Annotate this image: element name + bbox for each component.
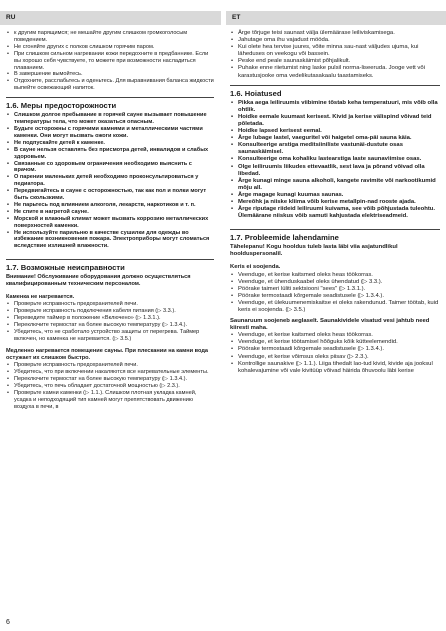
list-item: • При слишком сильном нагревании кожи передохните в предбаннике. Если вы хорошо себя чувствуете, то можете при возможности насладиться плаванием. <box>6 51 214 72</box>
list-item: • Pöörake taimeri lüliti sektsiooni "sees" (▷ 1.3.1.). <box>230 286 440 293</box>
section-heading: 1.7. Возможные неисправности <box>6 263 125 273</box>
list-item: • Pöörake termostaadi kõrgemale seadistusele (▷ 1.3.4.). <box>230 346 440 353</box>
list-item: • Pikka aega leiliruumis viibimine tõstab keha temperatuuri, mis võib olla ohtlik. <box>230 100 440 114</box>
russian-column <box>6 30 214 411</box>
list-item: • Переключите термостат на более высокую температуру (▷ 1.3.4.). <box>6 376 214 383</box>
section-heading: 1.7. Probleemide lahendamine <box>230 233 339 243</box>
list-item: • О парении маленьких детей необходимо проконсультироваться у педиатора. <box>6 174 214 188</box>
estonian-column <box>230 30 440 375</box>
section-divider <box>6 97 214 98</box>
list-item: • Связанные со здоровьем ограничения необходимо выяснить с врачом. <box>6 161 214 175</box>
list-item: • Pöörake termostaadi kõrgemale seadistusele (▷ 1.3.4.). <box>230 293 440 300</box>
list-item: • Передвигайтесь в сауне с осторожностью, так как пол и полки могут быть скользкими. <box>6 188 214 202</box>
list-item: • Не используйте парильню в качестве сушилки для одежды во избежание возникновения пожара. Электроприборы могут сломаться вследствие излишней влажности. <box>6 230 214 251</box>
section-divider <box>6 259 214 260</box>
list-item: • Veenduge, et ühenduskaabel oleks ühendatud (▷ 3.3.). <box>230 279 440 286</box>
list-item: • Убедитесь, что не сработало устройство защиты от перегрева. Таймер включен, но каменка не нагревается. (▷ 3.5.) <box>6 329 214 343</box>
list-item: • Ärge magage kunagi kuumas saunas. <box>230 192 440 199</box>
list-item: • Veenduge, et ülekuumenemiskaitse ei oleks rakendunud. Taimer töötab, kuid keris ei soojenda. (▷ 3.5.) <box>230 300 440 314</box>
list-item: • Ärge kunagi minge sauna alkoholi, kangete ravimite või narkootikumid mõju all. <box>230 178 440 192</box>
ru-slow-checklist <box>6 362 214 410</box>
list-item: • Проверьте исправность подключения кабеля питания (▷ 3.3.). <box>6 308 214 315</box>
list-item: • Veenduge, et kerise kaitsmed oleks heas töökorras. <box>230 272 440 279</box>
list-item: • Puhake enne riietumist ning laske pulsil norma-liseeruda. Jooge vett või karastusjooke oma vedelikutasakaalu taastamiseks. <box>230 65 440 79</box>
ru-precautions-list <box>6 112 214 250</box>
ru-intro-list <box>6 30 214 92</box>
list-item: • к другим парящимся; не мешайте другим слишком громкоголосым поведением. <box>6 30 214 44</box>
notice-paragraph: Tähelepanu! Kogu hooldus tuleb lasta läbi viia asjatundlikul hoolduspersonalil. <box>230 244 398 258</box>
problem-title: Keris ei soojenda. <box>230 264 281 271</box>
list-item: • Jahutage oma ihu vajadust mööda. <box>230 37 440 44</box>
list-item: • Морской и влажный климат может вызвать коррозию металлических поверхностей каменки. <box>6 216 214 230</box>
list-item: • Не сгоняйте других с полков слишком горячим паром. <box>6 44 214 51</box>
list-item: • Mereõhk ja niiske kliima võib kerise metallpin-nad rooste ajada. <box>230 199 440 206</box>
list-item: • Hoidke lapsed kerisest eemal. <box>230 128 440 135</box>
list-item: • Отдохните, расслабьтесь и оденьтесь. Для выравнивания баланса жидкости выпейте освежающий напиток. <box>6 78 214 92</box>
ru-cold-checklist <box>6 301 214 342</box>
list-item: • Переведите таймер в положение «Включено» (▷ 1.3.1.). <box>6 315 214 322</box>
list-item: • Ärge tõrjuge teisi saunast välja ülemäärase leiliviskamisega. <box>230 30 440 37</box>
list-item: • Veenduge, et kerise võimsus oleks piisav (▷ 2.3.). <box>230 354 440 361</box>
et-slow-checklist <box>230 332 440 375</box>
et-intro-list <box>230 30 440 80</box>
list-item: • Kui olete hea tervise juures, võite minna sau-nast väljudes ujuma, kui läheduses on veekogu või bassein. <box>230 44 440 58</box>
list-item: • Не парьтесь под влиянием алкоголя, лекарств, наркотиков и т. п. <box>6 202 214 209</box>
list-item: • Veenduge, et kerise töötamisel hõõguks kõik küttеelemendid. <box>230 339 440 346</box>
list-item: • Olge leiliruumis liikudes ettevaatlik, sest lava ja põrand võivad olla libedad. <box>230 164 440 178</box>
page-number: 6 <box>6 619 10 626</box>
list-item: • Konsulteerige arstiga meditsiiniliste vastunäi-dustute osas saunaskäimisel. <box>230 142 440 156</box>
list-item: • Peske end peale saunaskäimist põhjalikult. <box>230 58 440 65</box>
list-item: • Не спите в нагретой сауне. <box>6 209 214 216</box>
section-heading: 1.6. Меры предосторожности <box>6 101 117 111</box>
list-item: • Проверьте камни каменки (▷ 1.1.). Слишком плотная укладка камней, усадка и неподходящий тип камней могут препятствовать движению воздуха в печи, в <box>6 390 214 411</box>
language-tab-et: ET <box>226 11 446 25</box>
list-item: • Veenduge, et kerise kaitsmed oleks heas töökorras. <box>230 332 440 339</box>
language-tab-ru: RU <box>0 11 221 25</box>
list-item: • В завершение вымойтесь. <box>6 71 214 78</box>
list-item: • Убедитесь, что при включении накаляются все нагревательные элементы. <box>6 369 214 376</box>
section-divider <box>230 85 440 86</box>
problem-title: Каменка не нагревается. <box>6 294 75 301</box>
list-item: • Будьте осторожны с горячими камнями и металлическими частями каменки. Они могут вызвать ожоги кожи. <box>6 126 214 140</box>
problem-title: Saunaruum soojeneb aeglaselt. Saunakividele visatud vesi jahtub need kiiresti maha. <box>230 318 430 332</box>
list-item: • Ärge riputage riideid leiliruumi kuivama, see võib põhjustada tuleohtu. Ülemäärane niiskus võib samuti kahjustada elektriseadmeid. <box>230 206 440 220</box>
notice-paragraph: Внимание! Обслуживание оборудования должно осуществляться квалифицированным техническим персоналом. <box>6 274 191 288</box>
list-item: • Переключите термостат на более высокую температуру (▷ 1.3.4.). <box>6 322 214 329</box>
list-item: • Ärge lubage lastel, vaeguritel või haigetel oma-päi sauna käia. <box>230 135 440 142</box>
et-warnings-list <box>230 100 440 221</box>
list-item: • Слишком долгое пребывание в горячей сауне вызывает повышение температуры тела, что может оказаться опасным. <box>6 112 214 126</box>
list-item: • Kontrollige saunakive (▷ 1.1.). Liiga tihedalt lao-tud kivid, kivide aja jooksul kohalevajumine või vale kivitüüp võivad häirida õhuvoolu läbi kerise <box>230 361 440 375</box>
problem-title: Медленно нагревается помещение сауны. При плескании на камни вода остужает их слишком быстро. <box>6 348 209 362</box>
list-item: • Проверьте исправность предохранителей печи. <box>6 362 214 369</box>
section-heading: 1.6. Hoiatused <box>230 88 282 98</box>
list-item: • В сауне нельзя оставлять без присмотра детей, инвалидов и слабых здоровьем. <box>6 147 214 161</box>
list-item: • Убедитесь, что печь обладает достаточной мощностью (▷ 2.3.). <box>6 383 214 390</box>
section-divider <box>230 229 440 230</box>
et-cold-checklist <box>230 272 440 315</box>
list-item: • Не подпускайте детей к каменке. <box>6 140 214 147</box>
list-item: • Konsulteerige oma kohaliku lastearstiga laste saunavìimise osas. <box>230 156 440 163</box>
list-item: • Hoidke eemale kuumast kerisest. Kivid ja kerise välispind võivad teid põletada. <box>230 114 440 128</box>
list-item: • Проверьте исправность предохранителей печи. <box>6 301 214 308</box>
